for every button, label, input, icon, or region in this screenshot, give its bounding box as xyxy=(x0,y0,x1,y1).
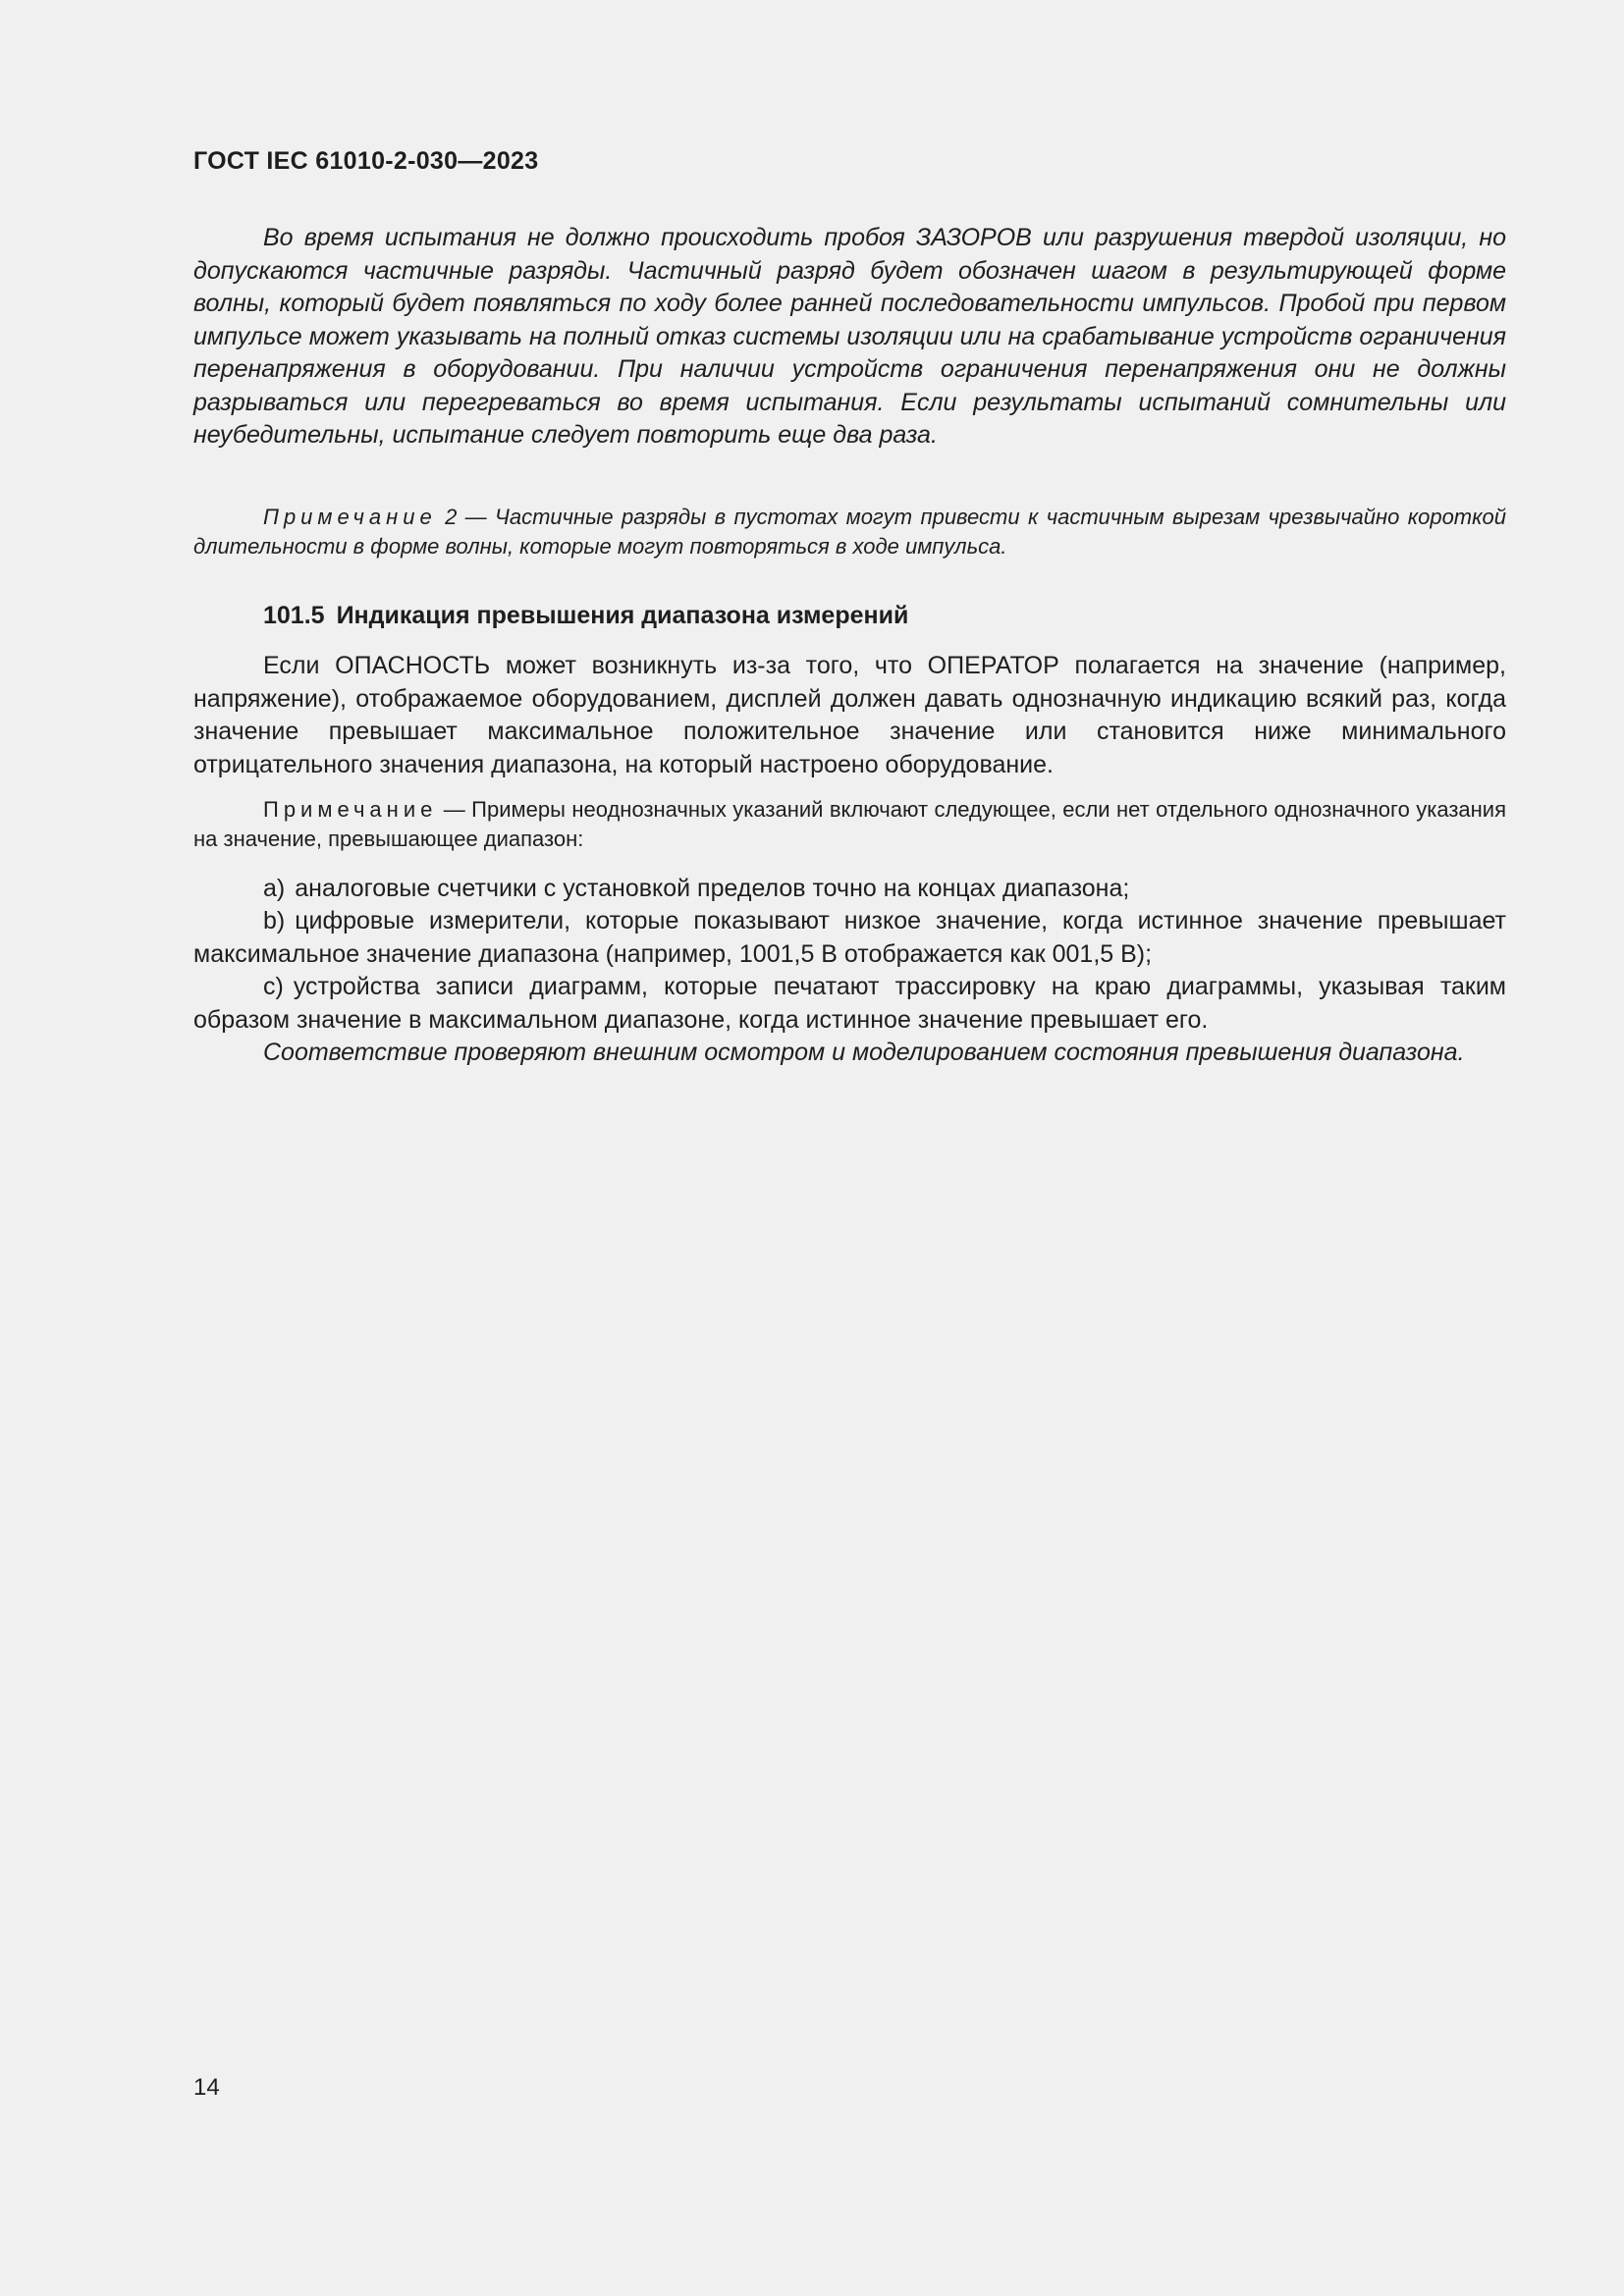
document-header: ГОСТ IEC 61010-2-030—2023 xyxy=(193,147,539,175)
list-item xyxy=(193,873,1506,906)
note-ambiguous-indications xyxy=(193,795,1506,854)
list-item-text: аналоговые счетчики с установкой пределов точно на концах диапазона; xyxy=(295,875,1130,902)
list-item-text: устройства записи диаграмм, которые печатают трассировку на краю диаграммы, указывая таким образом значение в максимальном диапазоне, когда истинное значение превышает его. xyxy=(193,973,1506,1034)
note-text: 2 — Частичные разряды в пустотах могут привести к частичным вырезам чрезвычайно короткой длительности в форме волны, которые могут повторяться в ходе импульса. xyxy=(193,505,1506,559)
test-requirements-paragraph: Во время испытания не должно происходить пробоя ЗАЗОРОВ или разрушения твердой изоляции, но допускаются частичные разряды. Частичный разряд будет обозначен шагом в результирующей форме волны, который будет появляться по ходу более ранней последовательности импульсов. Пробой при первом импульсе может указывать на полный отказ системы изоляции или на срабатывание устройств ограничения перенапряжения в оборудовании. При наличии устройств ограничения перенапряжения они не должны разрываться или перегреваться во время испытания. Если результаты испытаний сомнительны или неубедительны, испытание следует повторить еще два раза. xyxy=(193,224,1506,449)
list-marker: b) xyxy=(263,907,286,934)
note-label: Примечание xyxy=(263,505,437,529)
list-item xyxy=(193,905,1506,971)
section-heading xyxy=(263,602,908,630)
list-marker: c) xyxy=(263,973,284,1000)
note-label: Примечание xyxy=(263,797,438,822)
page-number: 14 xyxy=(193,2074,220,2101)
section-title: Индикация превышения диапазона измерений xyxy=(336,602,909,629)
compliance-statement: Соответствие проверяют внешним осмотром и моделированием состояния превышения диапазона. xyxy=(263,1039,1465,1066)
note-partial-discharges xyxy=(193,503,1506,561)
overrange-requirement-paragraph: Если ОПАСНОСТЬ может возникнуть из-за того, что ОПЕРАТОР полагается на значение (например, напряжение), отображаемое оборудованием, дисплей должен давать однозначную индикацию всякий раз, когда значение превышает максимальное положительное значение или становится ниже минимального отрицательного значения диапазона, на который настроено оборудование. xyxy=(193,652,1506,778)
section-number: 101.5 xyxy=(263,602,325,629)
list-marker: a) xyxy=(263,875,286,902)
list-item-text: цифровые измерители, которые показывают низкое значение, когда истинное значение превышает максимальное значение диапазона (например, 1001,5 В отображается как 001,5 В); xyxy=(193,907,1506,968)
list-item xyxy=(193,971,1506,1037)
note-text: — Примеры неоднозначных указаний включают следующее, если нет отдельного однозначного указания на значение, превышающее диапазон: xyxy=(193,797,1506,851)
